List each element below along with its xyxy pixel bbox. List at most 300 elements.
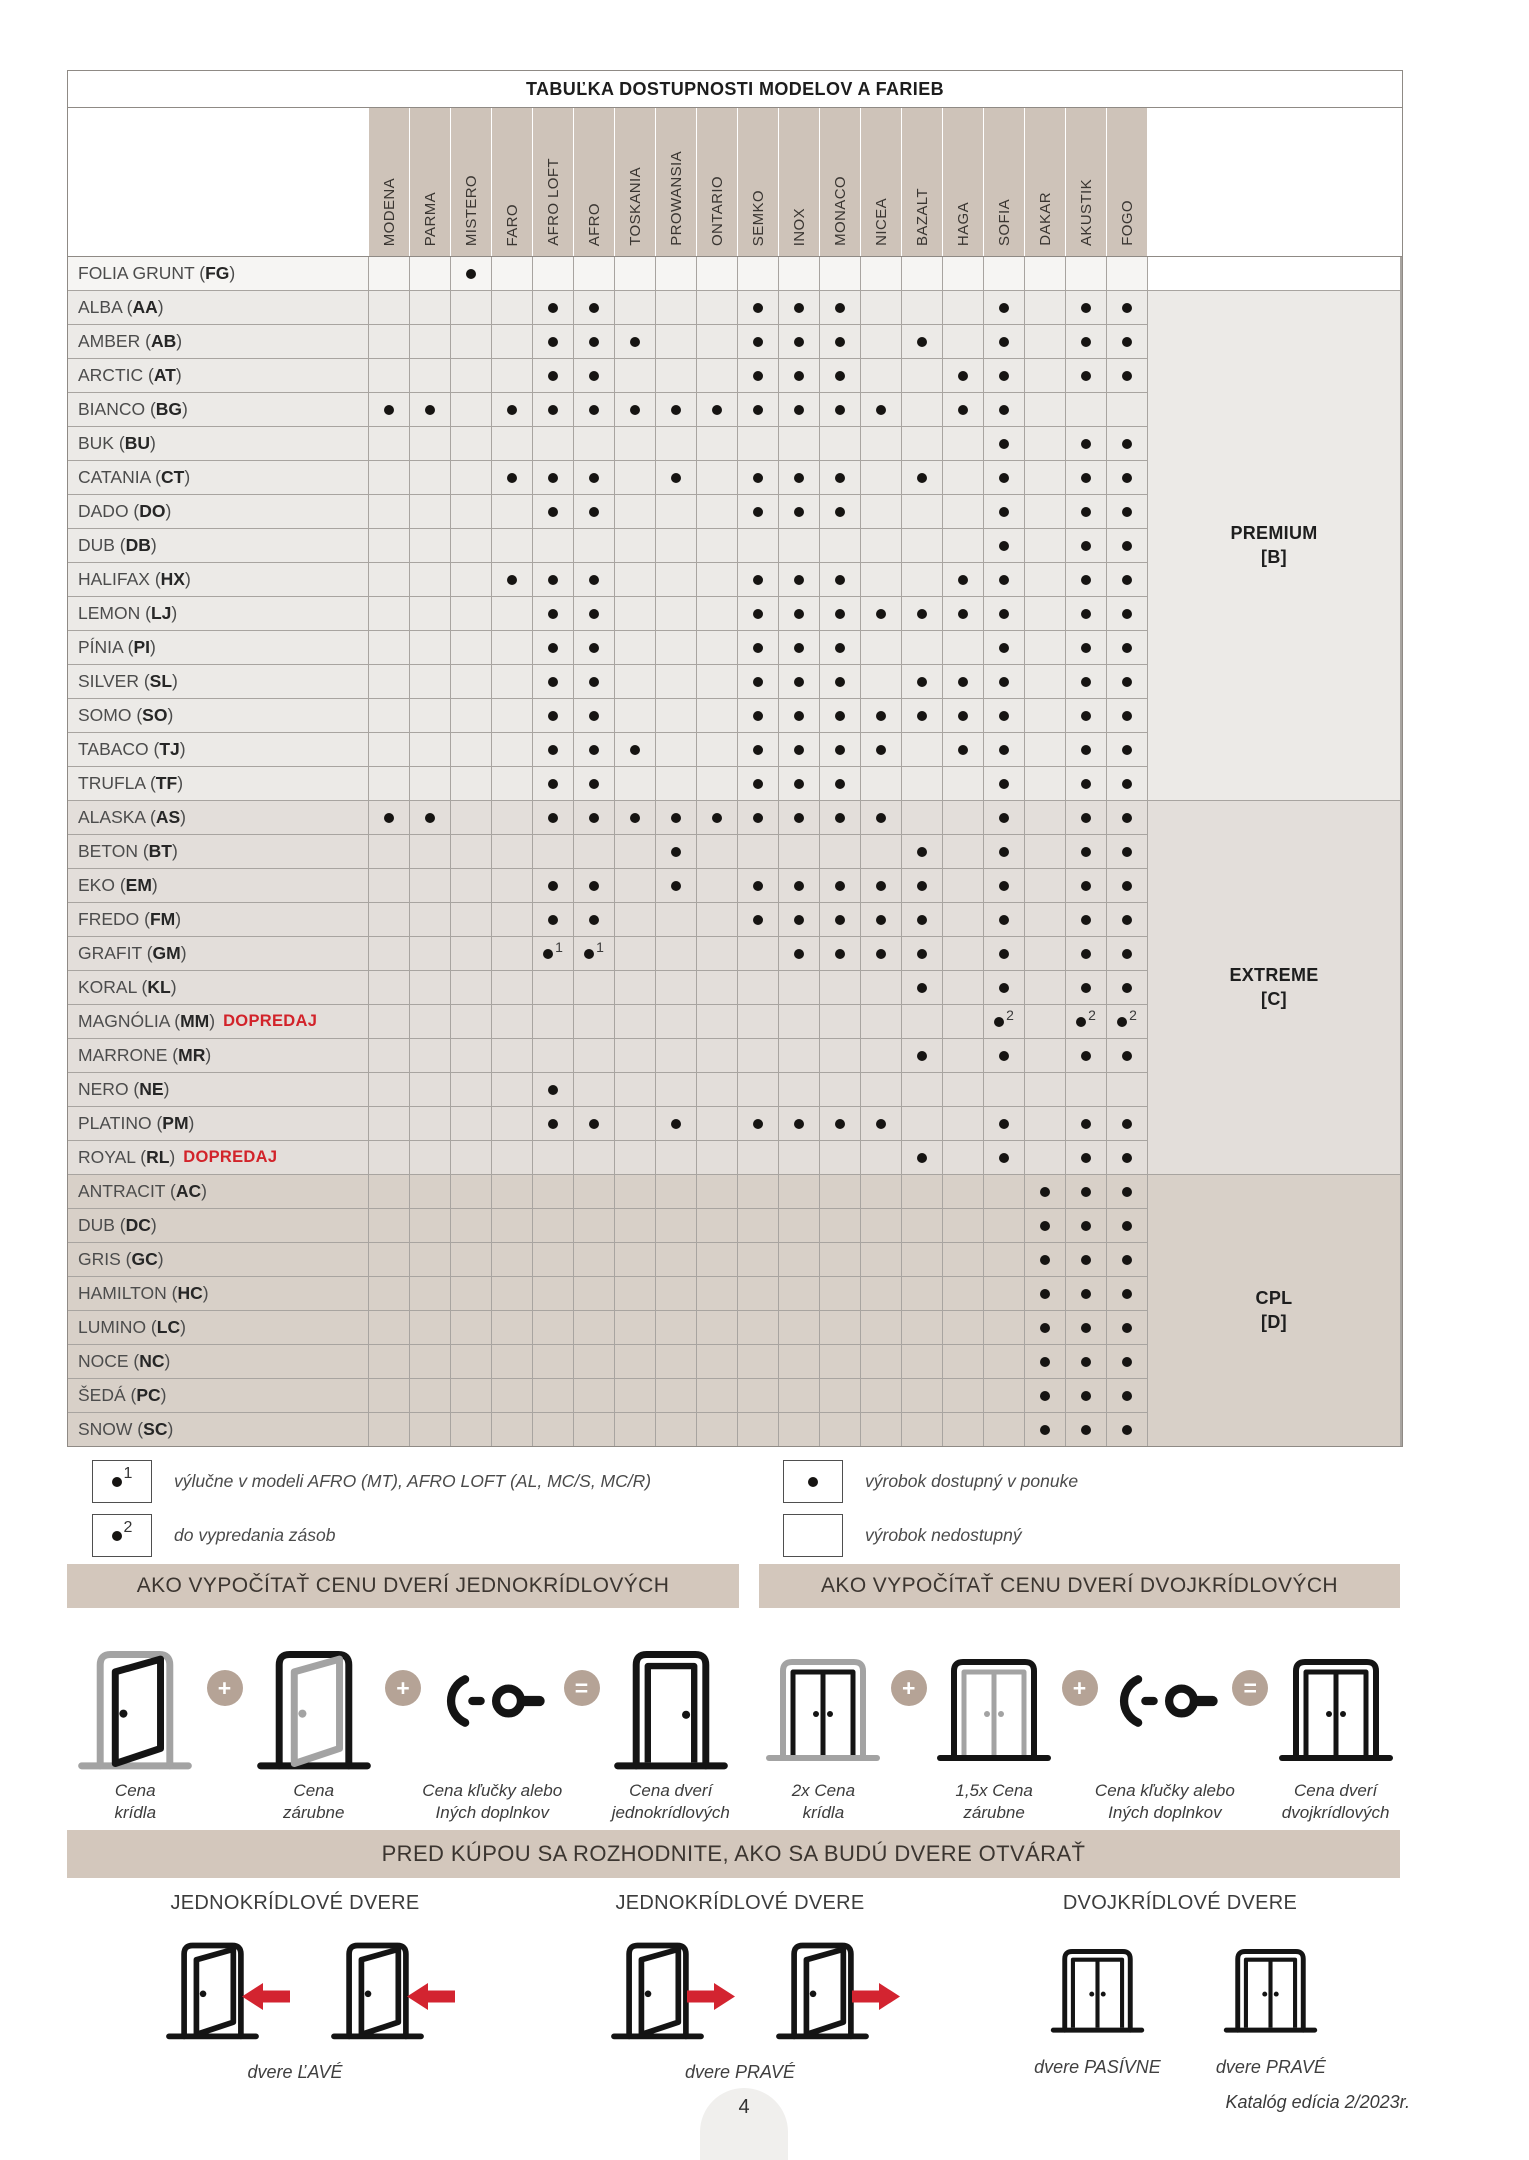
availability-cell: [1107, 767, 1147, 800]
availability-cell: [492, 257, 532, 290]
availability-dot-icon: [753, 643, 763, 653]
calc-caption: Cena zárubne: [283, 1781, 345, 1823]
availability-cell: [451, 869, 491, 902]
availability-dot-icon: [753, 745, 763, 755]
availability-cell: [615, 325, 655, 358]
left-door-icon: [330, 1937, 425, 2048]
availability-dot-icon: [548, 507, 558, 517]
availability-cell: [1066, 1107, 1106, 1140]
availability-cell: [410, 801, 450, 834]
availability-dot-icon: [999, 337, 1009, 347]
availability-cell: [984, 1413, 1024, 1446]
availability-cell: [1025, 495, 1065, 528]
availability-dot-icon: [1122, 915, 1132, 925]
availability-cell: [574, 1107, 614, 1140]
availability-cell: [697, 1005, 737, 1038]
column-header-label: AFRO: [585, 202, 603, 246]
availability-cell: [1066, 1413, 1106, 1446]
availability-dot-icon: [466, 269, 476, 279]
availability-cell: [492, 937, 532, 970]
availability-cell: [451, 665, 491, 698]
availability-cell: [615, 291, 655, 324]
availability-dot-icon: [1122, 1221, 1132, 1231]
availability-cell: [738, 767, 778, 800]
plus-icon: +: [207, 1670, 243, 1706]
column-header-bazalt: [902, 108, 942, 256]
legend-left: [92, 1460, 651, 1557]
availability-cell: [656, 869, 696, 902]
availability-cell: [861, 1413, 901, 1446]
column-header-label: MISTERO: [462, 174, 480, 246]
availability-dot-icon: [917, 711, 927, 721]
availability-cell: [984, 869, 1024, 902]
color-name: GRIS (GC): [78, 1249, 164, 1269]
availability-cell: [820, 1107, 860, 1140]
availability-dot-icon: [1081, 1187, 1091, 1197]
availability-cell: [492, 1345, 532, 1378]
availability-cell: [615, 1243, 655, 1276]
availability-dot-icon: [548, 677, 558, 687]
availability-cell: [369, 665, 409, 698]
availability-cell: [779, 325, 819, 358]
availability-dot-icon: [1081, 1425, 1091, 1435]
availability-cell: [861, 461, 901, 494]
availability-cell: [779, 529, 819, 562]
availability-dot-icon: [1122, 1425, 1132, 1435]
availability-cell: [574, 631, 614, 664]
availability-cell: [451, 971, 491, 1004]
availability-dot-icon: [1081, 1153, 1091, 1163]
availability-cell: [861, 1209, 901, 1242]
availability-cell: [861, 1039, 901, 1072]
availability-cell: [861, 937, 901, 970]
availability-dot-icon: [1122, 1187, 1132, 1197]
availability-cell: [574, 291, 614, 324]
availability-cell: [861, 971, 901, 1004]
availability-cell: [902, 733, 942, 766]
availability-cell: [943, 359, 983, 392]
availability-cell: [492, 1209, 532, 1242]
availability-dot-icon: [753, 677, 763, 687]
availability-cell: [697, 835, 737, 868]
availability-dot-icon: [548, 643, 558, 653]
availability-cell: [492, 325, 532, 358]
calc-item-complete-door: [1271, 1622, 1400, 1824]
availability-cell: [984, 461, 1024, 494]
availability-cell: [656, 359, 696, 392]
availability-cell: [861, 801, 901, 834]
availability-cell: [779, 835, 819, 868]
availability-cell: [697, 1073, 737, 1106]
availability-cell: [738, 1311, 778, 1344]
footnote-marker: 2: [1129, 1006, 1137, 1023]
row-label-db: [68, 529, 368, 562]
availability-cell: [779, 495, 819, 528]
availability-cell: [779, 1073, 819, 1106]
availability-dot-icon: [1117, 1017, 1127, 1027]
availability-cell: [738, 427, 778, 460]
availability-dot-icon: [876, 609, 886, 619]
availability-cell: [779, 1107, 819, 1140]
availability-cell: [902, 1073, 942, 1106]
availability-dot-icon: [589, 813, 599, 823]
availability-cell: [738, 461, 778, 494]
availability-dot-icon: [1122, 575, 1132, 585]
availability-dot-icon: [589, 711, 599, 721]
availability-cell: [902, 1277, 942, 1310]
availability-dot-icon: [917, 677, 927, 687]
column-header-label: INOX: [790, 207, 808, 246]
availability-cell: [984, 1345, 1024, 1378]
availability-cell: [820, 699, 860, 732]
row-label-kl: [68, 971, 368, 1004]
column-header-label: AKUSTIK: [1077, 179, 1095, 246]
table-column-headers: [68, 108, 1402, 257]
availability-cell: [738, 733, 778, 766]
availability-cell: [984, 801, 1024, 834]
column-header-haga: [943, 108, 983, 256]
availability-cell: [1025, 971, 1065, 1004]
calc-single-diagram: [67, 1622, 739, 1824]
availability-cell: [697, 699, 737, 732]
availability-dot-icon: [1122, 881, 1132, 891]
availability-cell: [492, 903, 532, 936]
section-tag: [C]: [1261, 989, 1287, 1009]
availability-cell: [697, 1243, 737, 1276]
availability-cell: [410, 359, 450, 392]
availability-cell: [492, 1311, 532, 1344]
calc-double-header: AKO VYPOČÍTAŤ CENU DVERÍ DVOJKRÍDLOVÝCH: [759, 1564, 1400, 1608]
availability-cell: [902, 1413, 942, 1446]
availability-cell: [410, 937, 450, 970]
availability-cell: [943, 1277, 983, 1310]
availability-cell: [656, 1243, 696, 1276]
column-header-label: NICEA: [872, 198, 890, 246]
availability-cell: [1066, 767, 1106, 800]
availability-dot-icon: [794, 915, 804, 925]
availability-cell: [615, 495, 655, 528]
availability-cell: [410, 733, 450, 766]
availability-cell: [861, 427, 901, 460]
availability-dot-icon: [630, 337, 640, 347]
availability-cell: [984, 563, 1024, 596]
availability-cell: [533, 1345, 573, 1378]
availability-dot-icon: [835, 609, 845, 619]
availability-cell: [492, 597, 532, 630]
color-name: ARCTIC (AT): [78, 365, 182, 385]
double-door-passive: [1034, 1937, 1161, 2078]
availability-cell: [451, 529, 491, 562]
availability-cell: [984, 1209, 1024, 1242]
availability-cell: [861, 1311, 901, 1344]
availability-cell: [820, 937, 860, 970]
availability-dot-icon: [999, 1153, 1009, 1163]
availability-cell: [410, 1141, 450, 1174]
availability-cell: [574, 665, 614, 698]
availability-cell: [943, 461, 983, 494]
availability-cell: [615, 257, 655, 290]
availability-dot-icon: [999, 983, 1009, 993]
availability-cell: [574, 529, 614, 562]
color-name: FOLIA GRUNT (FG): [78, 263, 236, 283]
availability-cell: [492, 291, 532, 324]
availability-cell: [615, 359, 655, 392]
availability-dot-icon: [917, 337, 927, 347]
availability-cell: [861, 325, 901, 358]
section-label-extreme: [1148, 801, 1400, 1174]
availability-dot-icon: [794, 575, 804, 585]
availability-cell: [943, 1311, 983, 1344]
availability-dot-icon: [1122, 609, 1132, 619]
availability-dot-icon: [712, 813, 722, 823]
availability-cell: [943, 529, 983, 562]
availability-dot-icon: [584, 949, 594, 959]
availability-dot-icon: [1081, 575, 1091, 585]
availability-cell: [779, 257, 819, 290]
availability-cell: [779, 393, 819, 426]
availability-cell: [1066, 1379, 1106, 1412]
availability-cell: [861, 291, 901, 324]
availability-cell: [492, 733, 532, 766]
availability-cell: [738, 1243, 778, 1276]
availability-cell: [533, 801, 573, 834]
availability-cell: [1025, 359, 1065, 392]
availability-cell: [943, 427, 983, 460]
legend-text: výrobok nedostupný: [865, 1525, 1022, 1545]
availability-cell: [451, 1141, 491, 1174]
availability-cell: [574, 1209, 614, 1242]
color-name: NERO (NE): [78, 1079, 170, 1099]
column-header-sofia: [984, 108, 1024, 256]
availability-dot-icon: [1081, 847, 1091, 857]
availability-dot-icon: [712, 405, 722, 415]
availability-cell: [779, 1209, 819, 1242]
availability-dot-icon: [1081, 609, 1091, 619]
availability-cell: [1066, 1345, 1106, 1378]
availability-dot-icon: [1081, 915, 1091, 925]
availability-cell: [492, 1379, 532, 1412]
availability-cell: [1025, 1277, 1065, 1310]
availability-cell: [615, 767, 655, 800]
color-name: LUMINO (LC): [78, 1317, 186, 1337]
availability-dot-icon: [917, 847, 927, 857]
availability-dot-icon: [548, 915, 558, 925]
availability-dot-icon: [548, 1119, 558, 1129]
availability-cell: [492, 1039, 532, 1072]
column-header-label: PARMA: [421, 191, 439, 246]
color-name: ALBA (AA): [78, 297, 164, 317]
availability-dot-icon: [999, 813, 1009, 823]
availability-cell: [451, 563, 491, 596]
availability-cell: [615, 1107, 655, 1140]
availability-cell: [492, 1413, 532, 1446]
availability-dot-icon: [548, 337, 558, 347]
availability-cell: [820, 393, 860, 426]
availability-cell: [779, 359, 819, 392]
availability-cell: [451, 495, 491, 528]
availability-dot-icon: [1081, 643, 1091, 653]
availability-dot-icon: [994, 1017, 1004, 1027]
availability-dot-icon: [671, 813, 681, 823]
availability-dot-icon: [999, 745, 1009, 755]
right-door-icon: [610, 1937, 705, 2048]
availability-cell: [492, 835, 532, 868]
availability-dot-icon: [835, 643, 845, 653]
availability-cell: [492, 461, 532, 494]
availability-cell: [984, 665, 1024, 698]
availability-cell: [779, 1141, 819, 1174]
availability-cell: [1066, 1005, 1106, 1038]
column-header-label: ONTARIO: [708, 175, 726, 246]
availability-cell: [1066, 325, 1106, 358]
availability-cell: [697, 1107, 737, 1140]
row-label-tj: [68, 733, 368, 766]
availability-cell: [861, 1277, 901, 1310]
opening-group-title: JEDNOKRÍDLOVÉ DVERE: [615, 1892, 865, 1914]
row-label-ct: [68, 461, 368, 494]
availability-cell: [451, 597, 491, 630]
availability-cell: [902, 903, 942, 936]
availability-dot-icon: [548, 745, 558, 755]
availability-dot-icon: [835, 711, 845, 721]
availability-cell: [820, 1073, 860, 1106]
availability-cell: [656, 971, 696, 1004]
availability-cell: [738, 699, 778, 732]
availability-cell: [410, 903, 450, 936]
availability-table: [67, 70, 1403, 1447]
calc-caption: Cena kľučky alebo Iných doplnkov: [422, 1781, 563, 1823]
availability-dot-icon: [999, 779, 1009, 789]
availability-cell: [902, 1141, 942, 1174]
availability-cell: [1107, 1277, 1147, 1310]
availability-dot-icon: [917, 949, 927, 959]
availability-cell: [738, 325, 778, 358]
availability-cell: [656, 257, 696, 290]
availability-dot-icon: [589, 303, 599, 313]
availability-dot-icon: [999, 609, 1009, 619]
availability-cell: [1025, 835, 1065, 868]
availability-dot-icon: [589, 337, 599, 347]
column-header-nicea: [861, 108, 901, 256]
availability-dot-icon: [548, 303, 558, 313]
availability-cell: [410, 1243, 450, 1276]
availability-cell: [574, 869, 614, 902]
availability-cell: [738, 1073, 778, 1106]
color-name: AMBER (AB): [78, 331, 183, 351]
availability-dot-icon: [1122, 779, 1132, 789]
availability-cell: [369, 427, 409, 460]
availability-cell: [779, 767, 819, 800]
availability-cell: [615, 665, 655, 698]
availability-dot-icon: [794, 949, 804, 959]
availability-cell: [943, 257, 983, 290]
availability-cell: [451, 801, 491, 834]
availability-cell: [492, 393, 532, 426]
footnote-marker: 2: [1088, 1006, 1096, 1023]
availability-cell: [902, 1005, 942, 1038]
availability-cell: [533, 699, 573, 732]
availability-dot-icon: [548, 881, 558, 891]
availability-cell: [492, 529, 532, 562]
right-door-icon: [775, 1937, 870, 2048]
availability-cell: [820, 291, 860, 324]
availability-dot-icon: [917, 1153, 927, 1163]
availability-cell: [1025, 1311, 1065, 1344]
availability-cell: [697, 869, 737, 902]
availability-dot-icon: [1081, 507, 1091, 517]
availability-dot-icon: [835, 881, 845, 891]
availability-dot-icon: [671, 473, 681, 483]
availability-cell: [1107, 1141, 1147, 1174]
availability-dot-icon: [753, 405, 763, 415]
availability-cell: [738, 801, 778, 834]
availability-dot-icon: [1122, 507, 1132, 517]
availability-dot-icon: [794, 711, 804, 721]
availability-cell: [697, 1413, 737, 1446]
availability-cell: [410, 1107, 450, 1140]
availability-cell: [369, 1277, 409, 1310]
availability-cell: [656, 937, 696, 970]
double-door-icon: [1223, 1937, 1318, 2043]
availability-cell: [574, 903, 614, 936]
availability-cell: [984, 1311, 1024, 1344]
row-label-so: [68, 699, 368, 732]
availability-cell: [451, 1311, 491, 1344]
availability-cell: [902, 393, 942, 426]
availability-cell: [492, 563, 532, 596]
availability-cell: [697, 733, 737, 766]
availability-cell: [861, 767, 901, 800]
availability-cell: [1107, 359, 1147, 392]
availability-cell: [615, 563, 655, 596]
availability-dot-icon: [548, 813, 558, 823]
availability-cell: [861, 495, 901, 528]
availability-cell: [1025, 1073, 1065, 1106]
row-label-ac: [68, 1175, 368, 1208]
legend-symbol-dot-1: [92, 1460, 152, 1503]
row-label-gm: [68, 937, 368, 970]
availability-cell: [533, 495, 573, 528]
color-name: LEMON (LJ): [78, 603, 178, 623]
availability-cell: [738, 495, 778, 528]
availability-cell: [492, 1073, 532, 1106]
availability-cell: [656, 1073, 696, 1106]
availability-dot-icon: [876, 711, 886, 721]
availability-cell: [656, 563, 696, 596]
availability-dot-icon: [1122, 1357, 1132, 1367]
availability-dot-icon: [548, 609, 558, 619]
opening-group-double-doors: [965, 1892, 1395, 2078]
availability-cell: [1107, 1005, 1147, 1038]
availability-cell: [574, 835, 614, 868]
availability-cell: [861, 1107, 901, 1140]
availability-dot-icon: [999, 371, 1009, 381]
availability-cell: [369, 1039, 409, 1072]
availability-dot-icon: [1122, 677, 1132, 687]
sell-off-badge: DOPREDAJ: [223, 1012, 318, 1030]
row-label-fg: [68, 257, 368, 290]
availability-cell: [369, 1073, 409, 1106]
availability-cell: [574, 1141, 614, 1174]
availability-cell: [1066, 461, 1106, 494]
availability-cell: [820, 325, 860, 358]
availability-cell: [369, 1005, 409, 1038]
availability-cell: [1025, 393, 1065, 426]
availability-cell: [533, 1141, 573, 1174]
availability-cell: [574, 597, 614, 630]
availability-dot-icon: [917, 881, 927, 891]
availability-cell: [820, 563, 860, 596]
